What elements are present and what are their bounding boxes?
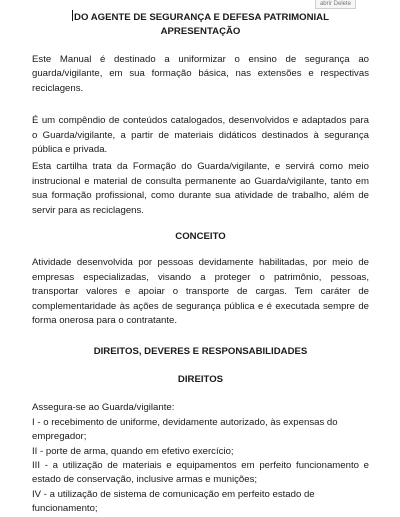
intro-paragraph-1: Este Manual é destinado a uniformizar o ensino de segurança ao guarda/vigilante, em sua formação básica, nas extensões e respectivas reciclagens. bbox=[32, 54, 369, 94]
rights-intro: Assegura-se ao Guarda/vigilante: bbox=[32, 402, 175, 414]
intro-paragraph-3: Esta cartilha trata da Formação do Guarda/vigilante, e servirá como meio instrucional e material de consulta permanente ao Guarda/vigilante, tanto em sua formação profissional, como durante sua atividade de trabalho, além de servir para as reciclagens. bbox=[32, 161, 369, 216]
intro-paragraph-2: É um compêndio de conteúdos catalogados, desenvolvidos e adaptados para o Guarda/vigilante, a partir de materiais didáticos destinados à segurança pública e privada. bbox=[32, 115, 369, 156]
document-body[interactable] bbox=[32, 10, 369, 517]
edit-link[interactable]: abrir bbox=[319, 1, 332, 7]
concept-paragraph: Atividade desenvolvida por pessoas devidamente habilitadas, por meio de empresas especializadas, visando a proteger o patrimônio, pessoas, transportar valores e apoiar o transporte de cargas. Tem caráter de complementaridade às ações de segurança pública e é executada sempre de forma onerosa para o contratante. bbox=[32, 257, 369, 327]
concept-heading: CONCEITO bbox=[175, 231, 226, 243]
delete-link[interactable]: Delete bbox=[333, 1, 351, 7]
document-title-text: DO AGENTE DE SEGURANÇA E DEFESA PATRIMONIAL bbox=[74, 12, 329, 23]
rights-item-3: III - a utilização de materiais e equipamentos em perfeito funcionamento e estado de conservação, inclusive armas e munições; bbox=[32, 459, 369, 486]
document-title-line-1 bbox=[32, 10, 369, 25]
rights-item-1: I - o recebimento de uniforme, devidamente autorizado, às expensas do empregador; bbox=[32, 416, 338, 443]
document-title-line-2: APRESENTAÇÃO bbox=[160, 26, 241, 37]
text-cursor bbox=[72, 10, 73, 21]
rights-item-4: IV - a utilização de sistema de comunicação em perfeito estado de funcionamento; bbox=[32, 488, 315, 515]
rights-heading: DIREITOS bbox=[177, 373, 224, 385]
edit-delete-control[interactable] bbox=[315, 0, 356, 9]
rights-item-2: II - porte de arma, quando em efetivo exercício; bbox=[32, 445, 234, 457]
rights-duties-heading: DIREITOS, DEVERES E RESPONSABILIDADES bbox=[93, 345, 308, 357]
